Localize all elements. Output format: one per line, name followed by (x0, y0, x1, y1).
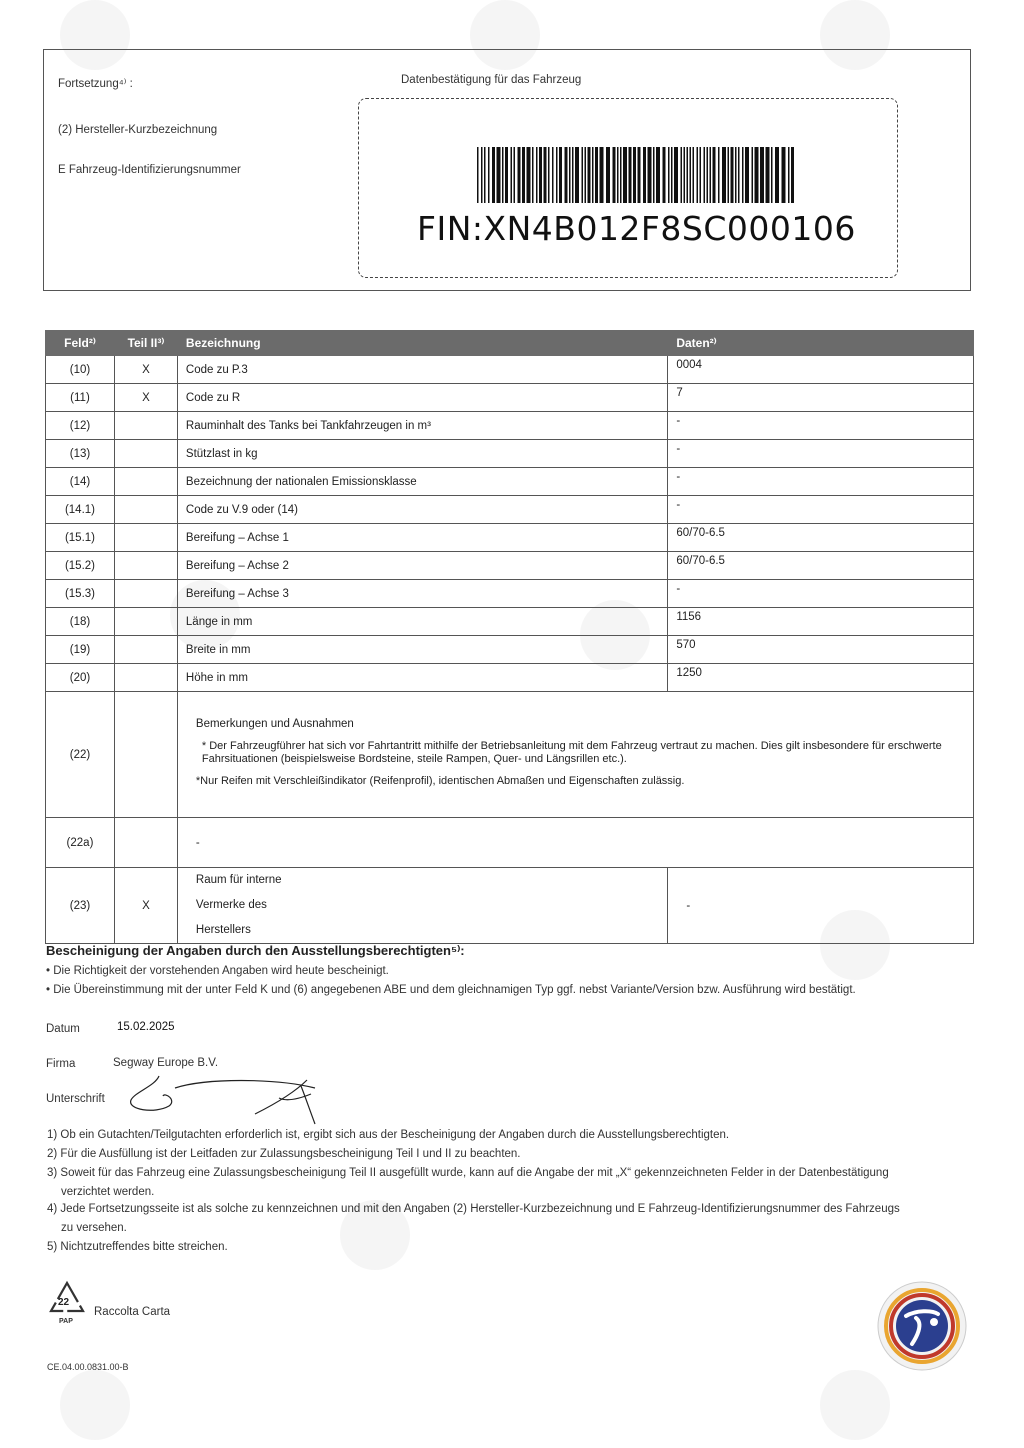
cell-feld: (22a) (46, 818, 115, 868)
cell-daten: - (668, 412, 974, 440)
cell-teil (114, 818, 177, 868)
fortsetzung-label: Fortsetzung⁴⁾ : (58, 78, 133, 90)
table-header-row (46, 331, 974, 356)
cell-teil (114, 552, 177, 580)
footnote-2: 2) Für die Ausfüllung ist der Leitfaden zur Zulassungsbescheinigung Teil I und II zu beachten. (47, 1148, 521, 1160)
table-row (46, 412, 974, 440)
table-row-22a (46, 818, 974, 868)
barcode (477, 147, 797, 203)
cell-daten: 7 (668, 384, 974, 412)
cell-teil (114, 692, 177, 818)
bezeichnung-line: Herstellers (195, 924, 251, 936)
cell-feld: (15.1) (46, 524, 115, 552)
cell-daten: 1156 (668, 608, 974, 636)
fin-value: FIN:XN4B012F8SC000106 (417, 209, 856, 248)
firma-label: Firma (46, 1058, 76, 1070)
table-row-23 (46, 868, 974, 944)
table-row (46, 356, 974, 384)
table-row (46, 608, 974, 636)
signature (125, 1068, 335, 1128)
recycle-icon (46, 1280, 88, 1330)
footnote-1: 1) Ob ein Gutachten/Teilgutachten erforderlich ist, ergibt sich aus der Bescheinigung der Angaben durch die Ausstellungsberechtigten. (47, 1129, 730, 1141)
footnote-4: 4) Jede Fortsetzungsseite ist als solche zu kennzeichnen und mit den Angaben (2) Hersteller-Kurzbezeichnung und E Fahrzeug-Identifizierungsnummer des Fahrzeugs (47, 1203, 900, 1215)
cell-teil (114, 412, 177, 440)
bezeichnung-line: Vermerke des (195, 899, 267, 911)
datum-value: 15.02.2025 (117, 1021, 175, 1033)
cell-teil: X (114, 356, 177, 384)
bemerkungen-title: Bemerkungen und Ausnahmen (195, 718, 354, 730)
cell-bezeichnung: Code zu V.9 oder (14) (177, 496, 667, 524)
datenbestaetigung-label: Datenbestätigung für das Fahrzeug (401, 74, 582, 86)
cell-feld: (20) (46, 664, 115, 692)
cell-teil (114, 608, 177, 636)
table-row (46, 468, 974, 496)
cell-daten: - (668, 468, 974, 496)
footnote-3: 3) Soweit für das Fahrzeug eine Zulassungsbescheinigung Teil II ausgefüllt wurde, kann auf die Angabe der mit „X“ gekennzeichneten Felder in der Datenbestätigung (47, 1167, 889, 1179)
recycle-label: Raccolta Carta (94, 1306, 171, 1318)
col-header-bezeichnung: Bezeichnung (177, 331, 667, 356)
footnote-3-cont: verzichtet werden. (61, 1186, 155, 1198)
cell-feld: (14) (46, 468, 115, 496)
cell-daten: 570 (668, 636, 974, 664)
cell-bezeichnung: Breite in mm (177, 636, 667, 664)
certification-bullet: • Die Übereinstimmung mit der unter Feld K und (6) angegebenen ABE und dem gleichnamigen Typ ggf. nebst Variante/Version bzw. Ausführung wird bestätigt. (46, 984, 856, 996)
cell-feld: (10) (46, 356, 115, 384)
col-header-daten: Daten²⁾ (668, 331, 974, 356)
table-row (46, 524, 974, 552)
segway-seal-icon (876, 1280, 968, 1372)
cell-bezeichnung: Bereifung – Achse 3 (177, 580, 667, 608)
cell-teil (114, 636, 177, 664)
hersteller-kurzbezeichnung-label: (2) Hersteller-Kurzbezeichnung (58, 124, 218, 136)
recycle-sub: PAP (59, 1318, 73, 1325)
cell-feld: (18) (46, 608, 115, 636)
cell-feld: (11) (46, 384, 115, 412)
certification-title: Bescheinigung der Angaben durch den Ausstellungsberechtigten⁵⁾: (46, 943, 465, 958)
cell-feld: (15.2) (46, 552, 115, 580)
cell-feld: (19) (46, 636, 115, 664)
footnote-5: 5) Nichtzutreffendes bitte streichen. (47, 1241, 228, 1253)
table-row (46, 440, 974, 468)
col-header-feld: Feld²⁾ (46, 331, 115, 356)
footnote-4-cont: zu versehen. (61, 1222, 127, 1234)
cell-bezeichnung: Länge in mm (177, 608, 667, 636)
cell-daten: - (668, 496, 974, 524)
bezeichnung-line: Raum für interne (195, 874, 282, 886)
table-row-22 (46, 692, 974, 818)
cell-bezeichnung: Bereifung – Achse 1 (177, 524, 667, 552)
cell-bezeichnung: Code zu R (177, 384, 667, 412)
cell-bezeichnung: Rauminhalt des Tanks bei Tankfahrzeugen in m³ (177, 412, 667, 440)
cell-daten: 1250 (668, 664, 974, 692)
fin-label: E Fahrzeug-Identifizierungsnummer (58, 164, 241, 176)
data-table (45, 330, 974, 944)
document-code: CE.04.00.0831.00-B (47, 1362, 129, 1372)
certification-bullet: • Die Richtigkeit der vorstehenden Angaben wird heute bescheinigt. (46, 965, 389, 977)
cell-daten: - (668, 868, 974, 944)
cell-feld: (22) (46, 692, 115, 818)
cell-feld: (13) (46, 440, 115, 468)
barcode-box (358, 98, 898, 278)
cell-bezeichnung: Bereifung – Achse 2 (177, 552, 667, 580)
bemerkungen-line1: * Der Fahrzeugführer hat sich vor Fahrtantritt mithilfe der Betriebsanleitung mit dem Fahrzeug vertraut zu machen. Dies gilt insbesondere für erschwerte Fahrsituationen (beispielsweise Bordsteine, steile Rampen, Quer- und Längsrillen etc.). (201, 740, 942, 765)
col-header-teil2: Teil II³⁾ (114, 331, 177, 356)
cell-teil (114, 664, 177, 692)
cell-teil: X (114, 868, 177, 944)
table-row (46, 664, 974, 692)
recycle-code: 22 (58, 1297, 70, 1308)
table-row (46, 384, 974, 412)
cell-bezeichnung: Stützlast in kg (177, 440, 667, 468)
cell-22a-value: - (177, 818, 973, 868)
firma-value: Segway Europe B.V. (113, 1057, 219, 1069)
cell-bezeichnung: Bezeichnung der nationalen Emissionsklasse (177, 468, 667, 496)
datum-label: Datum (46, 1023, 80, 1035)
cell-teil (114, 496, 177, 524)
cell-bezeichnung (177, 868, 667, 944)
cell-bemerkungen (177, 692, 973, 818)
bemerkungen-line2: *Nur Reifen mit Verschleißindikator (Reifenprofil), identischen Abmaßen und Eigenschaften zulässig. (195, 775, 685, 787)
cell-feld: (23) (46, 868, 115, 944)
table-row (46, 636, 974, 664)
cell-teil (114, 468, 177, 496)
cell-bezeichnung: Höhe in mm (177, 664, 667, 692)
cell-feld: (14.1) (46, 496, 115, 524)
table-row (46, 552, 974, 580)
cell-teil (114, 580, 177, 608)
cell-daten: - (668, 580, 974, 608)
table-row (46, 496, 974, 524)
cell-teil: X (114, 384, 177, 412)
cell-feld: (15.3) (46, 580, 115, 608)
cell-feld: (12) (46, 412, 115, 440)
cell-daten: 60/70-6.5 (668, 524, 974, 552)
cell-bezeichnung: Code zu P.3 (177, 356, 667, 384)
table-row (46, 580, 974, 608)
cell-teil (114, 440, 177, 468)
unterschrift-label: Unterschrift (46, 1093, 105, 1105)
cell-daten: - (668, 440, 974, 468)
cell-daten: 60/70-6.5 (668, 552, 974, 580)
cell-teil (114, 524, 177, 552)
cell-daten: 0004 (668, 356, 974, 384)
